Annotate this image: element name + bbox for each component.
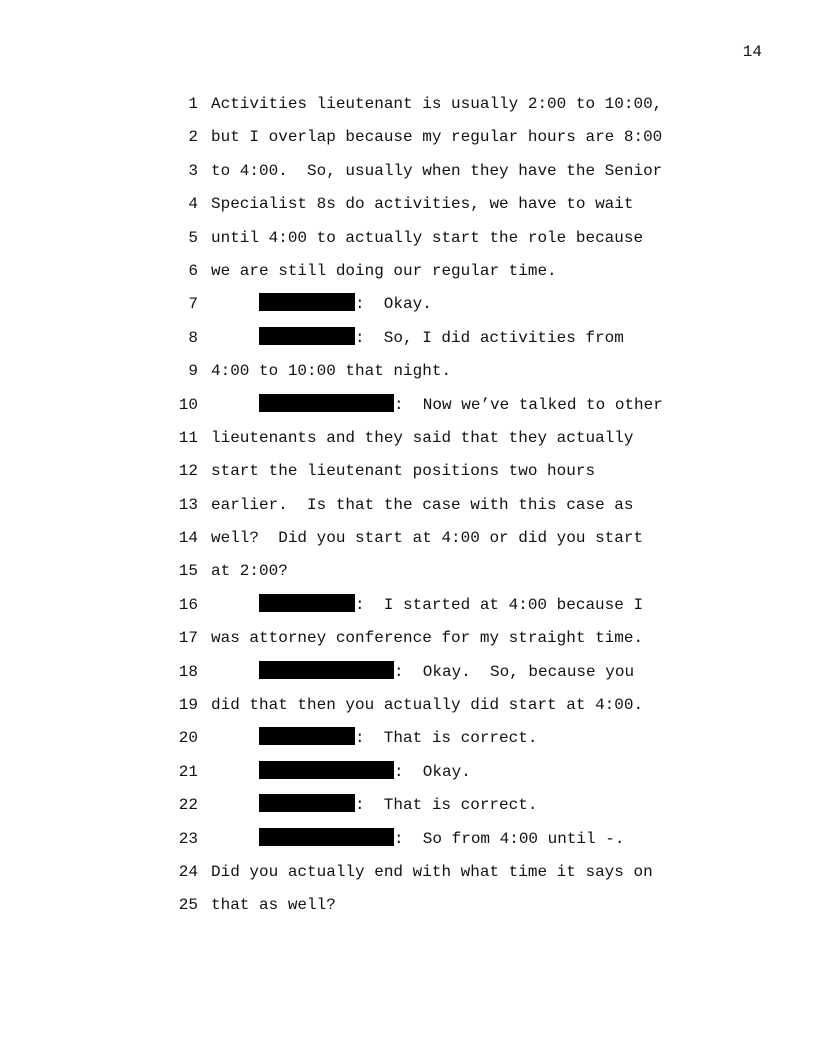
redacted-speaker-name — [259, 794, 355, 812]
line-number: 8 — [188, 328, 198, 347]
transcript-body — [0, 93, 816, 928]
transcript-line — [0, 427, 816, 460]
transcript-line — [0, 394, 816, 427]
line-content: earlier. Is that the case with this case as — [211, 495, 634, 514]
line-content: : I started at 4:00 because I — [355, 595, 644, 614]
transcript-line — [0, 293, 816, 326]
line-number: 2 — [188, 128, 198, 147]
transcript-line — [0, 761, 816, 794]
line-content: : Okay. So, because you — [394, 662, 635, 681]
line-content: lieutenants and they said that they actually — [211, 428, 634, 447]
redacted-speaker-name — [259, 327, 355, 345]
transcript-line — [0, 627, 816, 660]
transcript-line — [0, 327, 816, 360]
line-number: 21 — [178, 762, 198, 781]
line-text — [259, 661, 634, 683]
line-text — [259, 727, 537, 749]
line-content: Activities lieutenant is usually 2:00 to 10:00, — [211, 95, 663, 113]
line-number: 6 — [188, 261, 198, 280]
line-text — [211, 694, 643, 716]
line-text — [259, 794, 537, 816]
transcript-line — [0, 727, 816, 760]
transcript-line — [0, 160, 816, 193]
line-text — [211, 427, 633, 449]
line-content: : So from 4:00 until -. — [394, 829, 625, 848]
line-number: 14 — [178, 529, 198, 548]
line-content: : Okay. — [394, 762, 471, 781]
line-text — [259, 761, 471, 783]
transcript-line — [0, 460, 816, 493]
line-text — [211, 894, 336, 916]
transcript-line — [0, 794, 816, 827]
transcript-line — [0, 560, 816, 593]
line-content: : That is correct. — [355, 796, 538, 815]
transcript-line — [0, 93, 816, 126]
line-number: 1 — [188, 95, 198, 113]
line-number: 10 — [178, 395, 198, 414]
line-text — [211, 160, 662, 182]
line-number: 3 — [188, 161, 198, 180]
redacted-speaker-name — [259, 594, 355, 612]
redacted-speaker-name — [259, 293, 355, 311]
page-number: 14 — [742, 43, 762, 61]
line-text — [259, 327, 624, 349]
transcript-line — [0, 594, 816, 627]
line-text — [259, 293, 432, 315]
line-number: 22 — [178, 796, 198, 815]
line-number: 15 — [178, 562, 198, 581]
line-number: 25 — [178, 896, 198, 915]
line-content: but I overlap because my regular hours are 8:00 — [211, 128, 663, 147]
line-text — [211, 494, 633, 516]
line-content: : So, I did activities from — [355, 328, 624, 347]
line-content: was attorney conference for my straight time. — [211, 629, 644, 648]
transcript-line — [0, 360, 816, 393]
redacted-speaker-name — [259, 394, 394, 412]
line-content: 4:00 to 10:00 that night. — [211, 362, 452, 381]
line-number: 7 — [188, 295, 198, 314]
line-number: 16 — [178, 595, 198, 614]
line-content: that as well? — [211, 896, 336, 915]
line-text — [211, 193, 633, 215]
redacted-speaker-name — [259, 828, 394, 846]
line-text — [259, 828, 624, 850]
transcript-line — [0, 694, 816, 727]
line-number: 11 — [178, 428, 198, 447]
line-text — [211, 861, 653, 883]
line-content: to 4:00. So, usually when they have the Senior — [211, 161, 663, 180]
line-content: well? Did you start at 4:00 or did you start — [211, 529, 644, 548]
line-text — [211, 560, 288, 582]
line-number: 18 — [178, 662, 198, 681]
line-text — [211, 126, 662, 148]
line-content: Did you actually end with what time it says on — [211, 862, 653, 881]
line-text — [211, 260, 557, 282]
line-text — [211, 460, 595, 482]
line-content: until 4:00 to actually start the role because — [211, 228, 644, 247]
redacted-speaker-name — [259, 761, 394, 779]
redacted-speaker-name — [259, 727, 355, 745]
transcript-line — [0, 527, 816, 560]
transcript-line — [0, 193, 816, 226]
transcript-line — [0, 828, 816, 861]
line-text — [211, 227, 643, 249]
line-number: 17 — [178, 629, 198, 648]
transcript-line — [0, 494, 816, 527]
line-number: 12 — [178, 462, 198, 481]
line-text — [211, 627, 643, 649]
line-text — [211, 527, 643, 549]
line-number: 23 — [178, 829, 198, 848]
line-content: at 2:00? — [211, 562, 288, 581]
line-content: : That is correct. — [355, 729, 538, 748]
line-content: did that then you actually did start at 4:00. — [211, 696, 644, 715]
line-content: : Now we’ve talked to other — [394, 395, 663, 414]
line-content: we are still doing our regular time. — [211, 261, 557, 280]
line-number: 4 — [188, 195, 198, 214]
transcript-line — [0, 227, 816, 260]
redacted-speaker-name — [259, 661, 394, 679]
line-content: : Okay. — [355, 295, 432, 314]
line-text — [259, 594, 643, 616]
line-number: 19 — [178, 696, 198, 715]
line-number: 5 — [188, 228, 198, 247]
line-text — [211, 360, 451, 382]
transcript-line — [0, 126, 816, 159]
line-text — [211, 93, 662, 115]
transcript-line — [0, 894, 816, 927]
line-content: start the lieutenant positions two hours — [211, 462, 596, 481]
line-text — [259, 394, 663, 416]
transcript-line — [0, 861, 816, 894]
line-number: 9 — [188, 362, 198, 381]
transcript-line — [0, 260, 816, 293]
line-number: 20 — [178, 729, 198, 748]
transcript-line — [0, 661, 816, 694]
line-content: Specialist 8s do activities, we have to wait — [211, 195, 634, 214]
line-number: 24 — [178, 862, 198, 881]
line-number: 13 — [178, 495, 198, 514]
